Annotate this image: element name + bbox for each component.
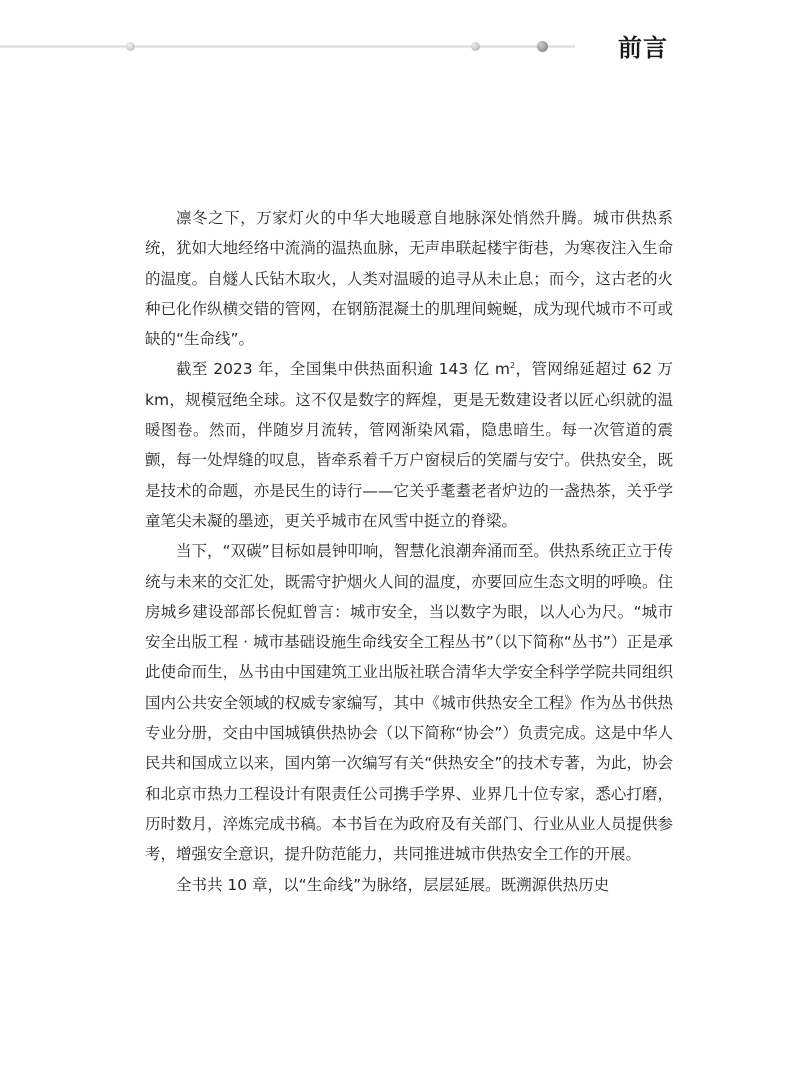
header-rule [0, 45, 575, 48]
paragraph-text: 截至 2023 年，全国集中供热面积逾 143 亿 m [176, 360, 510, 379]
header-dot-icon [126, 42, 135, 51]
superscript: 2 [510, 361, 516, 371]
header-dot-icon [537, 41, 548, 52]
body-text [145, 203, 673, 900]
paragraph: 凛冬之下，万家灯火的中华大地暖意自地脉深处悄然升腾。城市供热系统，犹如大地经络中流淌的温热血脉，无声串联起楼宇街巷，为寒夜注入生命的温度。自燧人氏钻木取火，人类对温暖的追寻从未止息；而今，这古老的火种已化作纵横交错的管网，在钢筋混凝土的肌理间蜿蜒，成为现代城市不可或缺的“生命线”。 [145, 209, 673, 349]
header-dot-icon [471, 42, 480, 51]
paragraph-text: ，管网绵延超过 62 万 km，规模冠绝全球。这不仅是数字的辉煌，更是无数建设者以匠心织就的温暖图卷。然而，伴随岁月流转，管网渐染风霜，隐患暗生。每一次管道的震颤，每一处焊缝的叹息，皆牵系着千万户窗棂后的笑靥与安宁。供热安全，既是技术的命题，亦是民生的诗行——它关乎耄耋老者炉边的一盏热茶，关乎学童笔尖未凝的墨迹，更关乎城市在风雪中挺立的脊梁。 [145, 360, 673, 530]
page-title: 前言 [618, 34, 668, 62]
paragraph [145, 354, 673, 536]
paragraph: 全书共 10 章，以“生命线”为脉络，层层延展。既溯源供热历史 [176, 875, 610, 894]
paragraph: 当下，“双碳”目标如晨钟叩响，智慧化浪潮奔涌而至。供热系统正立于传统与未来的交汇处，既需守护烟火人间的温度，亦要回应生态文明的呼唤。住房城乡建设部部长倪虹曾言：城市安全，当以数字为眼，以人心为尺。“城市安全出版工程 · 城市基础设施生命线安全工程丛书”（以下简称“丛书”）正是承此使命而生，丛书由中国建筑工业出版社联合清华大学安全科学学院共同组织国内公共安全领域的权威专家编写，其中《城市供热安全工程》作为丛书供热专业分册，交由中国城镇供热协会（以下简称“协会”）负责完成。这是中华人民共和国成立以来，国内第一次编写有关“供热安全”的技术专著，为此，协会和北京市热力工程设计有限责任公司携手学界、业界几十位专家，悉心打磨，历时数月，淬炼完成书稿。本书旨在为政府及有关部门、行业从业人员提供参考，增强安全意识，提升防范能力，共同推进城市供热安全工作的开展。 [145, 542, 673, 864]
